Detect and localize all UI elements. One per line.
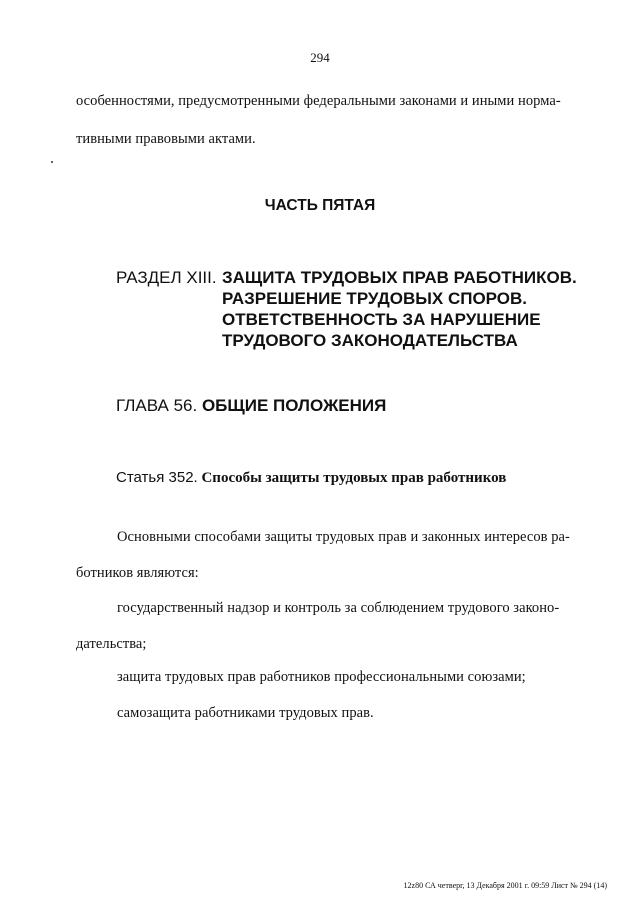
intro-line-1: особенностями, предусмотренными федеральными законами и иными норма-	[76, 93, 561, 109]
article-number: Статья 352.	[116, 469, 198, 486]
chapter-number: ГЛАВА 56.	[116, 396, 198, 415]
print-footer: 12z80 СА четверг, 13 Декабря 2001 г. 09:59 Лист № 294 (14)	[403, 881, 607, 890]
article-heading	[116, 469, 506, 487]
section-number: РАЗДЕЛ XIII.	[116, 268, 217, 287]
body-line-5: защита трудовых прав работников профессиональными союзами;	[117, 669, 526, 685]
page-number: 294	[310, 50, 330, 65]
body-line-3: государственный надзор и контроль за соблюдением трудового законо-	[117, 600, 560, 616]
chapter-heading	[116, 396, 386, 416]
body-line-2: ботников являются:	[76, 565, 199, 581]
chapter-title: ОБЩИЕ ПОЛОЖЕНИЯ	[201, 396, 387, 415]
body-line-1: Основными способами защиты трудовых прав и законных интересов ра-	[117, 529, 570, 545]
section-title-line-3: ОТВЕТСТВЕННОСТЬ ЗА НАРУШЕНИЕ	[222, 310, 541, 329]
section-title-line-2: РАЗРЕШЕНИЕ ТРУДОВЫХ СПОРОВ.	[222, 289, 528, 308]
article-title: Способы защиты трудовых прав работников	[201, 470, 507, 486]
body-line-4: дательства;	[76, 636, 147, 652]
scan-speck	[51, 161, 53, 163]
section-title-line-1: ЗАЩИТА ТРУДОВЫХ ПРАВ РАБОТНИКОВ.	[222, 268, 577, 287]
intro-line-2: тивными правовыми актами.	[76, 131, 256, 147]
part-title: ЧАСТЬ ПЯТАЯ	[264, 197, 376, 214]
section-title-line-4: ТРУДОВОГО ЗАКОНОДАТЕЛЬСТВА	[222, 331, 518, 350]
body-line-6: самозащита работниками трудовых прав.	[117, 705, 374, 721]
